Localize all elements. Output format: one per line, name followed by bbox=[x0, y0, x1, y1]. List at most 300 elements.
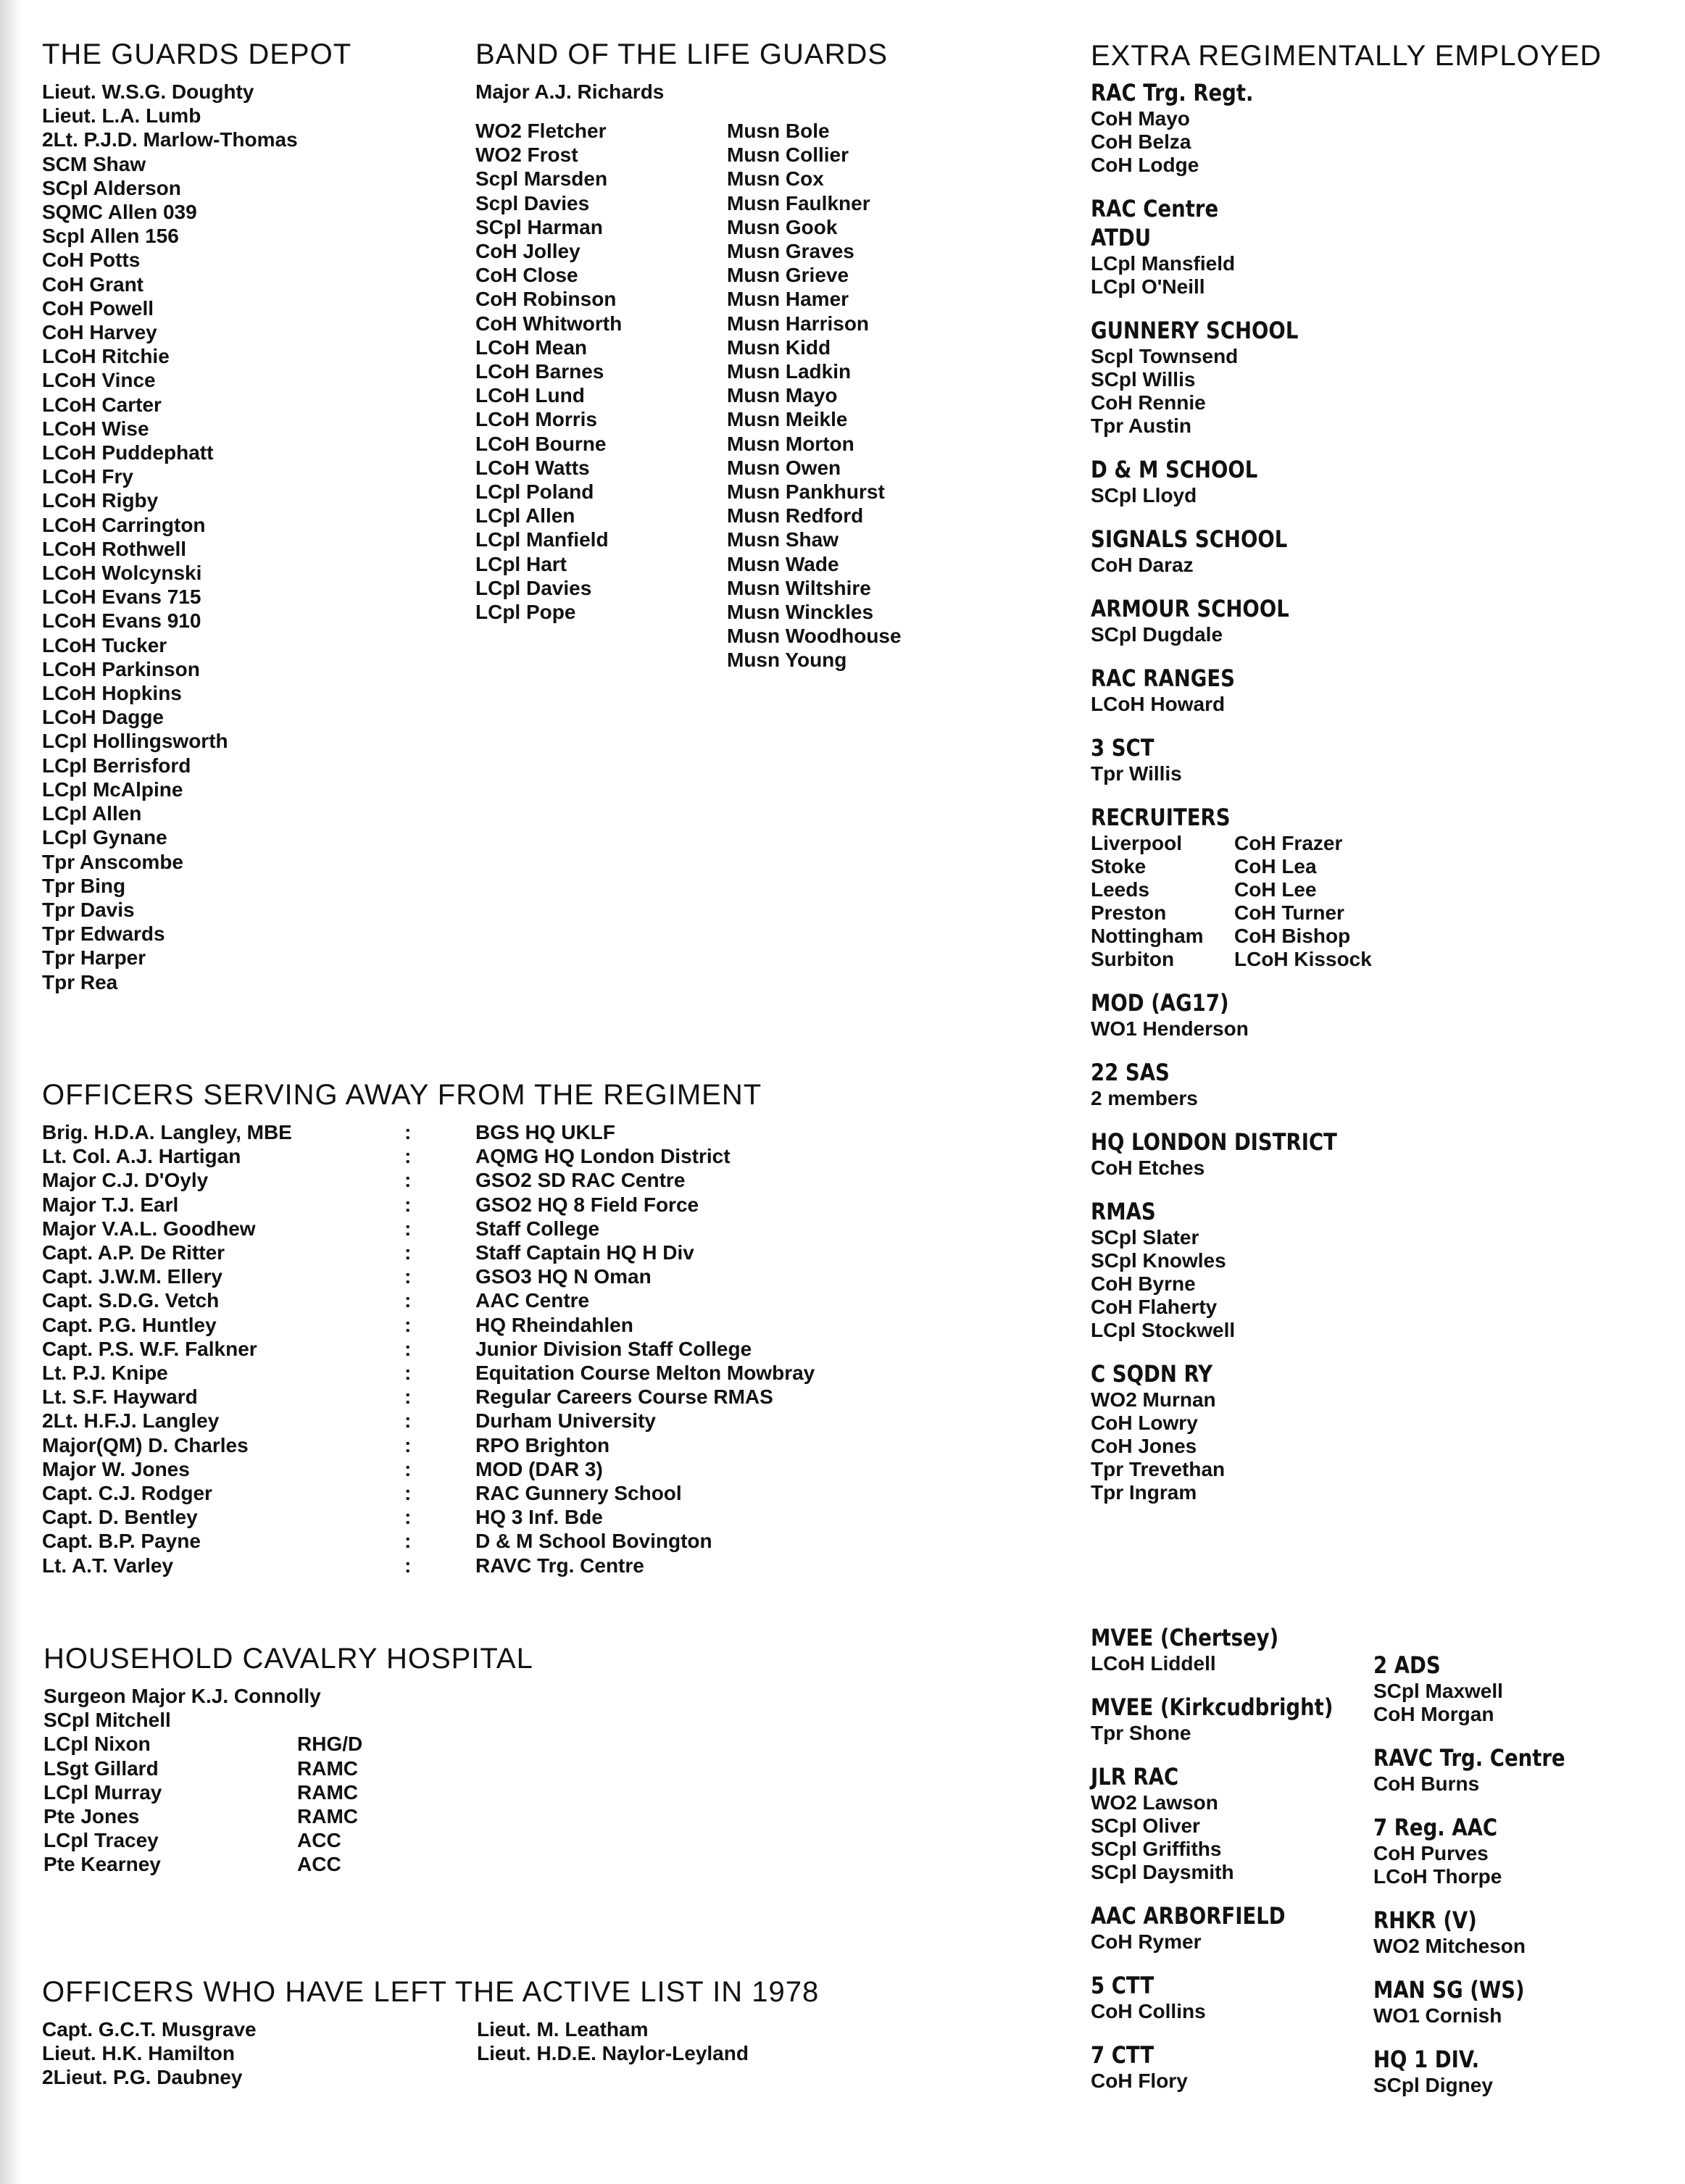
unit-section bbox=[1091, 1901, 1373, 1954]
band-musician: Musn Harrison bbox=[727, 312, 870, 335]
officers-away-table bbox=[42, 1120, 815, 1577]
officer-row bbox=[42, 1264, 815, 1288]
officer-row bbox=[42, 1529, 815, 1553]
band-member: Scpl Davies bbox=[475, 191, 590, 214]
officer-row bbox=[42, 1409, 815, 1433]
unit-heading: MAN SG (WS) bbox=[1373, 1976, 1525, 2004]
extra-section bbox=[1091, 39, 1678, 1522]
officer-name: 2Lt. H.F.J. Langley bbox=[42, 1409, 220, 1433]
officer-separator: : bbox=[404, 1169, 412, 1192]
unit-section bbox=[1373, 1651, 1597, 1726]
unit-member: LCpl Mansfield bbox=[1091, 252, 1236, 275]
hospital-unit: RAMC bbox=[297, 1756, 358, 1780]
unit-member: CoH Morgan bbox=[1373, 1703, 1494, 1725]
officer-separator: : bbox=[404, 1506, 412, 1529]
band-member: LCoH Morris bbox=[475, 408, 597, 431]
unit-section bbox=[1091, 1058, 1678, 1110]
officer-separator: : bbox=[404, 1530, 412, 1553]
recruiter-row bbox=[1091, 855, 1678, 878]
band-musician: Musn Morton bbox=[727, 432, 854, 455]
band-member: Scpl Marsden bbox=[475, 167, 608, 191]
officer-name: Major C.J. D'Oyly bbox=[42, 1169, 209, 1192]
band-musician: Musn Young bbox=[727, 649, 847, 672]
band-section bbox=[475, 38, 888, 104]
officer-row bbox=[42, 1241, 815, 1264]
officer-row bbox=[42, 1481, 815, 1505]
unit-heading: 5 CTT bbox=[1091, 1972, 1154, 1999]
band-member: LCpl Pope bbox=[475, 601, 576, 624]
unit-member: SCpl Oliver bbox=[1091, 1814, 1200, 1837]
officer-name: Capt. A.P. De Ritter bbox=[42, 1241, 225, 1264]
band-member: LCpl Hart bbox=[475, 552, 567, 575]
guards-depot-name: CoH Powell bbox=[42, 296, 154, 320]
unit-member: LCpl O'Neill bbox=[1091, 275, 1205, 298]
unit-member: CoH Purves bbox=[1373, 1842, 1489, 1864]
unit-member: Tpr Trevethan bbox=[1091, 1458, 1226, 1480]
unit-heading: RAC Trg. Regt. bbox=[1091, 79, 1254, 107]
page-edge-shadow bbox=[0, 0, 22, 2184]
hospital-name: Pte Jones bbox=[43, 1805, 140, 1828]
unit-member: SCpl Willis bbox=[1091, 368, 1196, 391]
guards-depot-name: Tpr Rea bbox=[42, 970, 118, 993]
guards-depot-name: CoH Harvey bbox=[42, 321, 157, 344]
recruiter-place: Liverpool bbox=[1091, 832, 1183, 854]
recruiter-row bbox=[1091, 901, 1678, 925]
guards-depot-name: 2Lt. P.J.D. Marlow-Thomas bbox=[42, 128, 298, 151]
band-musician: Musn Mayo bbox=[727, 384, 838, 407]
officer-row bbox=[42, 1361, 815, 1385]
retired-officer: 2Lieut. P.G. Daubney bbox=[42, 2066, 243, 2089]
band-member: LCpl Poland bbox=[475, 480, 594, 504]
guards-depot-name: CoH Potts bbox=[42, 249, 141, 272]
unit-heading: 7 CTT bbox=[1091, 2041, 1154, 2069]
officer-post: HQ Rheindahlen bbox=[475, 1313, 633, 1336]
band-musician: Musn Winckles bbox=[727, 601, 874, 624]
recruiter-name: CoH Bishop bbox=[1234, 925, 1351, 947]
guards-depot-name: Tpr Edwards bbox=[42, 922, 165, 946]
extra-title: EXTRA REGIMENTALLY EMPLOYED bbox=[1091, 40, 1602, 72]
band-member: LCpl Davies bbox=[475, 576, 592, 599]
band-member: LCoH Bourne bbox=[475, 432, 607, 455]
officer-separator: : bbox=[404, 1337, 412, 1360]
band-musician: Musn Owen bbox=[727, 456, 841, 479]
hospital-row bbox=[43, 1804, 533, 1828]
officer-row bbox=[42, 1337, 815, 1361]
retired-officer: Capt. G.C.T. Musgrave bbox=[42, 2018, 257, 2041]
officer-separator: : bbox=[404, 1241, 412, 1264]
officer-separator: : bbox=[404, 1554, 412, 1577]
unit-member: Tpr Ingram bbox=[1091, 1481, 1197, 1504]
guards-depot-name: CoH Grant bbox=[42, 272, 143, 296]
recruiter-name: CoH Turner bbox=[1234, 901, 1344, 924]
band-musician: Musn Meikle bbox=[727, 408, 848, 431]
unit-section bbox=[1091, 1128, 1678, 1180]
guards-depot-name: LCoH Rothwell bbox=[42, 537, 187, 560]
band-member: LCoH Watts bbox=[475, 456, 590, 479]
officer-post: Staff Captain HQ H Div bbox=[475, 1241, 694, 1264]
recruiter-row bbox=[1091, 948, 1678, 971]
unit-heading: 22 SAS bbox=[1091, 1059, 1170, 1086]
guards-depot-name: LCoH Ritchie bbox=[42, 345, 170, 368]
left-list-section bbox=[42, 1975, 819, 2017]
band-member: CoH Close bbox=[475, 264, 578, 287]
band-member: LCoH Mean bbox=[475, 335, 587, 359]
recruiter-name: CoH Lee bbox=[1234, 878, 1317, 901]
unit-member: SCpl Daysmith bbox=[1091, 1861, 1234, 1883]
officer-post: Staff College bbox=[475, 1217, 600, 1240]
guards-depot-name: LCpl Hollingsworth bbox=[42, 730, 228, 753]
officer-name: Major W. Jones bbox=[42, 1457, 190, 1480]
unit-member: WO1 Cornish bbox=[1373, 2004, 1502, 2027]
officer-name: Major(QM) D. Charles bbox=[42, 1433, 249, 1456]
unit-member: SCpl Griffiths bbox=[1091, 1838, 1222, 1860]
unit-member: LCpl Stockwell bbox=[1091, 1319, 1236, 1341]
recruiter-name: CoH Frazer bbox=[1234, 832, 1343, 854]
unit-heading: D & M SCHOOL bbox=[1091, 456, 1258, 483]
guards-depot-name: LCoH Wolcynski bbox=[42, 562, 202, 585]
unit-section bbox=[1091, 1197, 1678, 1342]
unit-heading: HQ 1 DIV. bbox=[1373, 2046, 1480, 2073]
officer-separator: : bbox=[404, 1289, 412, 1312]
band-musician: Musn Grieve bbox=[727, 264, 849, 287]
unit-section bbox=[1373, 2045, 1597, 2097]
officer-post: GSO2 HQ 8 Field Force bbox=[475, 1193, 699, 1216]
band-musician: Musn Graves bbox=[727, 240, 854, 263]
officer-name: Major V.A.L. Goodhew bbox=[42, 1217, 256, 1240]
extra-sections bbox=[1091, 78, 1678, 785]
unit-section bbox=[1373, 1813, 1597, 1888]
guards-depot-name: LCoH Tucker bbox=[42, 633, 167, 657]
guards-depot-name: SQMC Allen 039 bbox=[42, 201, 197, 224]
extra-bottom-left bbox=[1091, 1623, 1373, 2110]
extra-sections-2 bbox=[1091, 988, 1678, 1504]
unit-member: CoH Jones bbox=[1091, 1435, 1197, 1457]
hospital-staff: SCpl Mitchell bbox=[43, 1709, 171, 1732]
unit-member: CoH Daraz bbox=[1091, 554, 1194, 576]
guards-depot-name: Lieut. W.S.G. Doughty bbox=[42, 80, 254, 103]
unit-heading: 3 SCT bbox=[1091, 734, 1154, 762]
officer-separator: : bbox=[404, 1409, 412, 1433]
guards-depot-name: LCoH Evans 910 bbox=[42, 609, 201, 633]
band-musician: Musn Bole bbox=[727, 120, 830, 142]
unit-section bbox=[1091, 988, 1678, 1041]
guards-depot-name: LCoH Parkinson bbox=[42, 657, 200, 680]
unit-section bbox=[1091, 1693, 1373, 1745]
extra-bottom-right bbox=[1373, 1651, 1597, 2114]
unit-member: Tpr Shone bbox=[1091, 1722, 1191, 1744]
unit-member: SCpl Slater bbox=[1091, 1226, 1199, 1249]
unit-member: Tpr Willis bbox=[1091, 762, 1182, 785]
unit-section bbox=[1091, 1971, 1373, 2023]
officers-away-title: OFFICERS SERVING AWAY FROM THE REGIMENT bbox=[42, 1079, 762, 1111]
officer-post: RAC Gunnery School bbox=[475, 1482, 682, 1505]
unit-section bbox=[1091, 455, 1678, 507]
guards-depot-name: LCpl Gynane bbox=[42, 826, 167, 849]
unit-member: SCpl Maxwell bbox=[1373, 1680, 1503, 1702]
officer-name: Capt. J.W.M. Ellery bbox=[42, 1265, 222, 1288]
unit-section bbox=[1091, 664, 1678, 716]
unit-heading: HQ LONDON DISTRICT bbox=[1091, 1128, 1337, 1156]
guards-depot-name: LCoH Evans 715 bbox=[42, 585, 201, 609]
hospital-row bbox=[43, 1732, 533, 1756]
unit-heading: RAVC Trg. Centre bbox=[1373, 1744, 1565, 1772]
recruiter-place: Leeds bbox=[1091, 878, 1149, 901]
guards-depot-name: Tpr Bing bbox=[42, 874, 126, 897]
officer-separator: : bbox=[404, 1482, 412, 1505]
unit-member: SCpl Knowles bbox=[1091, 1249, 1226, 1272]
officer-post: GSO3 HQ N Oman bbox=[475, 1265, 652, 1288]
unit-member: CoH Rymer bbox=[1091, 1930, 1202, 1953]
recruiter-place: Surbiton bbox=[1091, 948, 1175, 970]
officer-separator: : bbox=[404, 1433, 412, 1456]
officer-post: HQ 3 Inf. Bde bbox=[475, 1506, 603, 1529]
hospital-name: Pte Kearney bbox=[43, 1853, 161, 1876]
guards-depot-name: Scpl Allen 156 bbox=[42, 225, 179, 248]
recruiters-section bbox=[1091, 803, 1678, 971]
unit-member: WO1 Henderson bbox=[1091, 1017, 1249, 1040]
officer-row bbox=[42, 1217, 815, 1241]
unit-section bbox=[1091, 594, 1678, 646]
guards-depot-name: LCoH Carrington bbox=[42, 513, 206, 536]
unit-heading: RAC Centre bbox=[1091, 195, 1219, 222]
unit-member: CoH Rennie bbox=[1091, 391, 1206, 414]
officer-row bbox=[42, 1193, 815, 1217]
left-list-column-1 bbox=[42, 2017, 257, 2090]
unit-member: CoH Flory bbox=[1091, 2070, 1188, 2092]
officer-row bbox=[42, 1457, 815, 1481]
band-member: LCpl Manfield bbox=[475, 528, 609, 551]
officer-name: Capt. B.P. Payne bbox=[42, 1530, 201, 1553]
guards-depot-name: Tpr Davis bbox=[42, 898, 135, 921]
officer-row bbox=[42, 1168, 815, 1192]
band-musician: Musn Kidd bbox=[727, 335, 831, 359]
recruiters-heading: RECRUITERS bbox=[1091, 804, 1231, 831]
officer-separator: : bbox=[404, 1313, 412, 1336]
guards-depot-name: LCoH Carter bbox=[42, 393, 162, 416]
band-musician: Musn Woodhouse bbox=[727, 625, 902, 648]
hospital-name: LCpl Nixon bbox=[43, 1733, 151, 1756]
unit-heading: 2 ADS bbox=[1373, 1651, 1441, 1679]
band-musician: Musn Wade bbox=[727, 552, 839, 575]
band-column-1 bbox=[475, 119, 622, 624]
unit-heading: MVEE (Chertsey) bbox=[1091, 1624, 1279, 1651]
guards-depot-name: LCoH Dagge bbox=[42, 706, 164, 729]
unit-section bbox=[1091, 1359, 1678, 1504]
left-list-title: OFFICERS WHO HAVE LEFT THE ACTIVE LIST IN 1978 bbox=[42, 1976, 820, 2008]
guards-depot-name: LCoH Wise bbox=[42, 417, 149, 440]
unit-member: WO2 Lawson bbox=[1091, 1791, 1218, 1814]
band-member: LCoH Barnes bbox=[475, 360, 604, 383]
officer-row bbox=[42, 1120, 815, 1144]
hospital-list bbox=[43, 1684, 533, 1877]
band-musician: Musn Redford bbox=[727, 504, 864, 528]
guards-depot-name: LCoH Fry bbox=[42, 465, 133, 488]
band-musician: Musn Wiltshire bbox=[727, 576, 871, 599]
band-member: CoH Robinson bbox=[475, 288, 617, 311]
guards-depot-name: LCpl Allen bbox=[42, 802, 142, 825]
officer-row bbox=[42, 1313, 815, 1337]
officer-separator: : bbox=[404, 1217, 412, 1240]
unit-member: WO2 Murnan bbox=[1091, 1388, 1216, 1411]
unit-heading: MOD (AG17) bbox=[1091, 989, 1229, 1017]
officer-name: Major T.J. Earl bbox=[42, 1193, 179, 1216]
band-musician: Musn Cox bbox=[727, 167, 824, 191]
officer-name: Brig. H.D.A. Langley, MBE bbox=[42, 1121, 292, 1143]
unit-member: CoH Byrne bbox=[1091, 1272, 1196, 1295]
retired-officer: Lieut. M. Leatham bbox=[477, 2018, 649, 2041]
unit-heading: RMAS bbox=[1091, 1198, 1156, 1225]
officers-away-section bbox=[42, 1078, 815, 1577]
guards-depot-name: SCpl Alderson bbox=[42, 176, 181, 199]
officer-name: Lt. P.J. Knipe bbox=[42, 1362, 168, 1385]
unit-section bbox=[1091, 194, 1678, 299]
band-member: SCpl Harman bbox=[475, 215, 603, 238]
hospital-section bbox=[43, 1642, 533, 1877]
unit-subheading: ATDU bbox=[1091, 224, 1152, 251]
band-member: CoH Jolley bbox=[475, 240, 581, 263]
band-member: WO2 Frost bbox=[475, 143, 578, 167]
officer-name: Capt. P.S. W.F. Falkner bbox=[42, 1337, 257, 1360]
officer-name: Lt. Col. A.J. Hartigan bbox=[42, 1145, 241, 1168]
unit-member: SCpl Dugdale bbox=[1091, 623, 1223, 646]
officer-separator: : bbox=[404, 1265, 412, 1288]
unit-heading: SIGNALS SCHOOL bbox=[1091, 525, 1288, 553]
hospital-row bbox=[43, 1756, 533, 1780]
unit-heading: RHKR (V) bbox=[1373, 1906, 1477, 1934]
unit-section bbox=[1373, 1743, 1597, 1796]
officer-row bbox=[42, 1505, 815, 1529]
hospital-row bbox=[43, 1780, 533, 1804]
band-musician: Musn Ladkin bbox=[727, 360, 852, 383]
unit-member: CoH Mayo bbox=[1091, 107, 1190, 130]
officer-post: AQMG HQ London District bbox=[475, 1145, 731, 1168]
left-list-column-2 bbox=[477, 2017, 749, 2065]
officer-post: GSO2 SD RAC Centre bbox=[475, 1169, 686, 1192]
hospital-staff: Surgeon Major K.J. Connolly bbox=[43, 1685, 321, 1707]
recruiter-place: Stoke bbox=[1091, 855, 1147, 878]
officer-post: BGS HQ UKLF bbox=[475, 1121, 615, 1143]
band-musician: Musn Gook bbox=[727, 215, 838, 238]
unit-member: CoH Belza bbox=[1091, 130, 1191, 153]
officer-post: AAC Centre bbox=[475, 1289, 590, 1312]
unit-section bbox=[1091, 1762, 1373, 1884]
officer-post: Equitation Course Melton Mowbray bbox=[475, 1362, 815, 1385]
hospital-row bbox=[43, 1852, 533, 1876]
officer-separator: : bbox=[404, 1121, 412, 1143]
officer-post: Junior Division Staff College bbox=[475, 1337, 752, 1360]
unit-member: SCpl Digney bbox=[1373, 2074, 1493, 2096]
hospital-name: LCpl Murray bbox=[43, 1780, 162, 1804]
unit-member: LCoH Thorpe bbox=[1373, 1865, 1502, 1888]
hospital-unit: RAMC bbox=[297, 1805, 358, 1828]
officer-separator: : bbox=[404, 1145, 412, 1168]
unit-member: SCpl Lloyd bbox=[1091, 484, 1197, 507]
guards-depot-name: Lieut. L.A. Lumb bbox=[42, 104, 201, 128]
band-musician: Musn Hamer bbox=[727, 288, 849, 311]
unit-member: LCoH Liddell bbox=[1091, 1652, 1216, 1675]
unit-member: CoH Lowry bbox=[1091, 1412, 1198, 1434]
officer-separator: : bbox=[404, 1457, 412, 1480]
officer-post: Durham University bbox=[475, 1409, 656, 1433]
officer-row bbox=[42, 1385, 815, 1409]
recruiter-name: CoH Lea bbox=[1234, 855, 1317, 878]
retired-officer: Lieut. H.K. Hamilton bbox=[42, 2042, 235, 2065]
officer-post: D & M School Bovington bbox=[475, 1530, 712, 1553]
guards-depot-name: LCoH Rigby bbox=[42, 489, 159, 512]
guards-depot-name: Tpr Anscombe bbox=[42, 850, 183, 873]
retired-officer: Lieut. H.D.E. Naylor-Leyland bbox=[477, 2042, 749, 2065]
unit-section bbox=[1091, 733, 1678, 785]
officer-name: Lt. A.T. Varley bbox=[42, 1554, 174, 1577]
band-musician: Musn Collier bbox=[727, 143, 849, 167]
officer-post: RAVC Trg. Centre bbox=[475, 1554, 644, 1577]
officer-name: Capt. P.G. Huntley bbox=[42, 1313, 217, 1336]
officer-name: Capt. S.D.G. Vetch bbox=[42, 1289, 220, 1312]
unit-section bbox=[1373, 1975, 1597, 2027]
hospital-unit: ACC bbox=[297, 1853, 341, 1876]
hospital-row bbox=[43, 1828, 533, 1852]
guards-depot-name: SCM Shaw bbox=[42, 152, 146, 175]
unit-heading: JLR RAC bbox=[1091, 1763, 1179, 1791]
officer-separator: : bbox=[404, 1362, 412, 1385]
band-member: CoH Whitworth bbox=[475, 312, 623, 335]
unit-section bbox=[1091, 525, 1678, 577]
recruiter-row bbox=[1091, 878, 1678, 901]
guards-depot-name: LCpl McAlpine bbox=[42, 778, 183, 801]
band-member: LCoH Lund bbox=[475, 384, 585, 407]
unit-member: CoH Flaherty bbox=[1091, 1296, 1218, 1318]
officer-post: RPO Brighton bbox=[475, 1433, 610, 1456]
officer-row bbox=[42, 1288, 815, 1312]
unit-member: 2 members bbox=[1091, 1087, 1198, 1109]
hospital-name: LCpl Tracey bbox=[43, 1829, 159, 1852]
unit-heading: RAC RANGES bbox=[1091, 664, 1235, 692]
unit-section bbox=[1091, 1623, 1373, 1675]
guards-depot-name: LCpl Berrisford bbox=[42, 754, 191, 777]
officer-row bbox=[42, 1144, 815, 1168]
guards-depot-section bbox=[42, 38, 351, 994]
band-director: Major A.J. Richards bbox=[475, 80, 665, 103]
officer-row bbox=[42, 1433, 815, 1457]
unit-section bbox=[1091, 316, 1678, 438]
guards-depot-title: THE GUARDS DEPOT bbox=[42, 38, 352, 70]
unit-member: CoH Lodge bbox=[1091, 154, 1199, 176]
unit-member: Tpr Austin bbox=[1091, 414, 1191, 437]
unit-member: Scpl Townsend bbox=[1091, 345, 1239, 367]
hospital-title: HOUSEHOLD CAVALRY HOSPITAL bbox=[43, 1643, 533, 1675]
band-column-2 bbox=[727, 119, 902, 672]
unit-member: CoH Collins bbox=[1091, 2000, 1206, 2022]
recruiter-place: Preston bbox=[1091, 901, 1167, 924]
recruiter-name: LCoH Kissock bbox=[1234, 948, 1372, 970]
unit-heading: GUNNERY SCHOOL bbox=[1091, 317, 1299, 344]
officer-separator: : bbox=[404, 1193, 412, 1216]
band-title: BAND OF THE LIFE GUARDS bbox=[475, 38, 889, 70]
recruiter-row bbox=[1091, 832, 1678, 855]
unit-member: CoH Etches bbox=[1091, 1156, 1205, 1179]
unit-heading: 7 Reg. AAC bbox=[1373, 1814, 1498, 1841]
officer-row bbox=[42, 1554, 815, 1577]
unit-heading: ARMOUR SCHOOL bbox=[1091, 595, 1289, 622]
officer-post: Regular Careers Course RMAS bbox=[475, 1385, 773, 1409]
band-musician: Musn Pankhurst bbox=[727, 480, 885, 504]
guards-depot-name: LCoH Puddephatt bbox=[42, 441, 214, 464]
unit-member: CoH Burns bbox=[1373, 1772, 1480, 1795]
recruiters-table bbox=[1091, 832, 1678, 971]
hospital-unit: RAMC bbox=[297, 1780, 358, 1804]
unit-heading: C SQDN RY bbox=[1091, 1360, 1213, 1388]
recruiter-place: Nottingham bbox=[1091, 925, 1204, 947]
